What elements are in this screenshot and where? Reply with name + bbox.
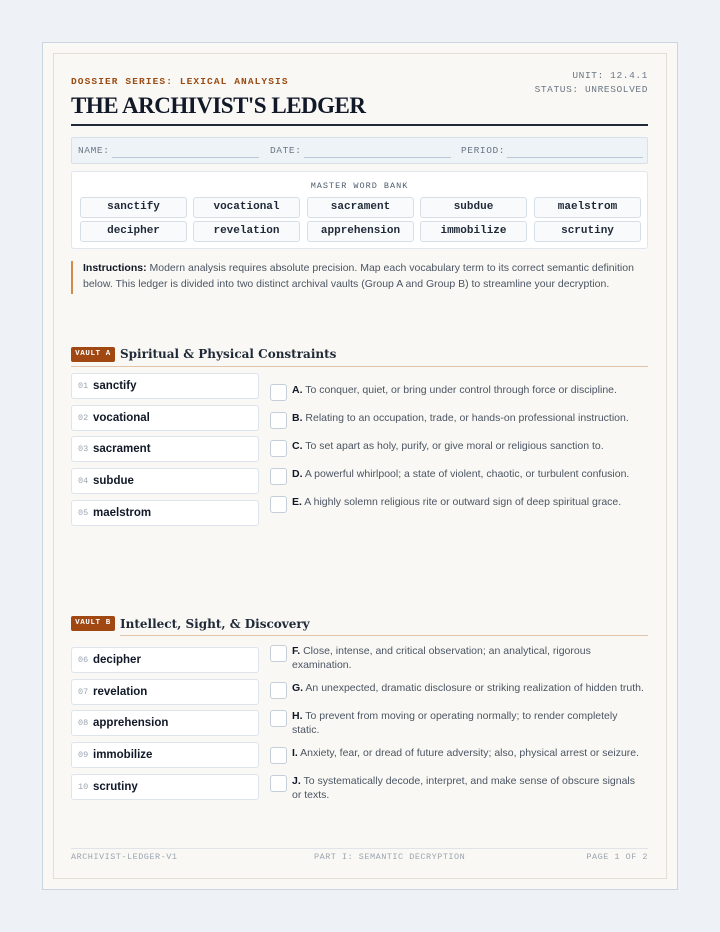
instructions-label: Instructions:	[83, 262, 147, 274]
term-row[interactable]	[71, 405, 259, 431]
date-field[interactable]	[304, 157, 451, 158]
term-row[interactable]	[71, 774, 259, 800]
term-row[interactable]	[71, 500, 259, 526]
definition-item	[292, 747, 644, 761]
word-bank	[71, 171, 648, 249]
word-bank-heading: MASTER WORD BANK	[310, 181, 409, 191]
vault-a-badge: VAULT A	[71, 347, 115, 362]
term-number: 05	[78, 508, 89, 518]
definition-letter: J.	[292, 775, 301, 787]
definition-letter: E.	[292, 496, 302, 508]
term-number: 07	[78, 687, 89, 697]
term-row[interactable]	[71, 647, 259, 673]
definition-text: To systematically decode, interpret, and make sense of obscure signals or texts.	[292, 775, 635, 801]
definition-text: To prevent from moving or operating normally; to render completely static.	[292, 710, 618, 736]
term-number: 10	[78, 782, 89, 792]
term-number: 04	[78, 476, 89, 486]
definition-item	[292, 468, 644, 482]
definition-item	[292, 384, 644, 398]
definition-letter: D.	[292, 468, 303, 480]
vault-b-badge: VAULT B	[71, 616, 115, 631]
term-number: 03	[78, 444, 89, 454]
definition-letter: H.	[292, 710, 303, 722]
definition-text: A highly solemn religious rite or outward sign of deep spiritual grace.	[301, 496, 622, 508]
definition-item	[292, 496, 644, 510]
word-chip: revelation	[193, 221, 300, 242]
series-kicker: DOSSIER SERIES: LEXICAL ANALYSIS	[71, 76, 289, 87]
answer-checkbox[interactable]	[270, 710, 287, 727]
word-chip: immobilize	[420, 221, 527, 242]
word-chip: decipher	[80, 221, 187, 242]
definition-item	[292, 682, 644, 696]
definition-text: An unexpected, dramatic disclosure or striking realization of hidden truth.	[303, 682, 644, 694]
period-field[interactable]	[507, 157, 643, 158]
definition-item	[292, 645, 644, 672]
answer-checkbox[interactable]	[270, 384, 287, 401]
term-number: 09	[78, 750, 89, 760]
definition-text: A powerful whirlpool; a state of violent, chaotic, or turbulent confusion.	[302, 468, 630, 480]
term-number: 02	[78, 413, 89, 423]
term-row[interactable]	[71, 373, 259, 399]
unit-status-block	[535, 69, 648, 97]
definition-item	[292, 775, 644, 802]
term-row[interactable]	[71, 742, 259, 768]
definition-text: Close, intense, and critical observation; an analytical, rigorous examination.	[292, 645, 591, 671]
word-chip: sacrament	[307, 197, 414, 218]
name-field[interactable]	[112, 157, 259, 158]
term-row[interactable]	[71, 710, 259, 736]
term-word: sacrament	[93, 443, 151, 455]
term-number: 06	[78, 655, 89, 665]
term-word: sanctify	[93, 380, 137, 392]
vault-b-divider	[120, 635, 648, 636]
definition-text: Relating to an occupation, trade, or hands-on professional instruction.	[302, 412, 629, 424]
vault-a-divider	[71, 366, 648, 367]
definition-letter: B.	[292, 412, 303, 424]
word-chip: scrutiny	[534, 221, 641, 242]
answer-checkbox[interactable]	[270, 775, 287, 792]
definition-letter: A.	[292, 384, 303, 396]
term-row[interactable]	[71, 468, 259, 494]
answer-checkbox[interactable]	[270, 645, 287, 662]
period-label: PERIOD:	[461, 145, 506, 156]
answer-checkbox[interactable]	[270, 496, 287, 513]
word-chip: vocational	[193, 197, 300, 218]
answer-checkbox[interactable]	[270, 682, 287, 699]
definition-letter: I.	[292, 747, 298, 759]
term-word: apprehension	[93, 717, 169, 729]
definition-item	[292, 412, 644, 426]
definition-text: To conquer, quiet, or bring under control through force or discipline.	[302, 384, 617, 396]
definition-text: Anxiety, fear, or dread of future adversity; also, physical arrest or seizure.	[297, 747, 640, 759]
footer-doc-id: ARCHIVIST-LEDGER-V1	[71, 852, 178, 862]
answer-checkbox[interactable]	[270, 747, 287, 764]
definition-text: To set apart as holy, purify, or give moral or religious sanction to.	[302, 440, 604, 452]
vault-a-title: Spiritual & Physical Constraints	[120, 347, 337, 361]
instructions-text: Modern analysis requires absolute precision. Map each vocabulary term to its correct semantic definition below. This ledger is divided into two distinct archival vaults (Group A and Group B) to streamline your decryption.	[83, 262, 634, 290]
answer-checkbox[interactable]	[270, 468, 287, 485]
definition-item	[292, 710, 644, 737]
page-title: THE ARCHIVIST'S LEDGER	[71, 93, 366, 118]
footer-divider	[71, 848, 648, 849]
footer-section: PART I: SEMANTIC DECRYPTION	[314, 852, 466, 862]
title-divider	[71, 124, 648, 126]
term-row[interactable]	[71, 679, 259, 705]
term-row[interactable]	[71, 436, 259, 462]
term-word: subdue	[93, 475, 134, 487]
definition-letter: C.	[292, 440, 303, 452]
vault-b-title: Intellect, Sight, & Discovery	[120, 617, 310, 631]
word-chip: sanctify	[80, 197, 187, 218]
definition-letter: G.	[292, 682, 304, 694]
definition-item	[292, 440, 644, 454]
term-word: vocational	[93, 412, 150, 424]
answer-checkbox[interactable]	[270, 440, 287, 457]
term-word: scrutiny	[93, 781, 138, 793]
word-chip: maelstrom	[534, 197, 641, 218]
unit-label: UNIT: 12.4.1	[572, 70, 648, 81]
term-number: 01	[78, 381, 89, 391]
status-label: STATUS: UNRESOLVED	[534, 84, 648, 95]
term-word: decipher	[93, 654, 141, 666]
word-chip: subdue	[420, 197, 527, 218]
term-word: maelstrom	[93, 507, 152, 519]
term-word: revelation	[93, 686, 148, 698]
definition-letter: F.	[292, 645, 301, 657]
footer-page-number: PAGE 1 OF 2	[586, 852, 648, 862]
student-id-bar	[71, 137, 648, 164]
name-label: NAME:	[78, 145, 110, 156]
word-chip: apprehension	[307, 221, 414, 242]
term-number: 08	[78, 718, 89, 728]
instructions-block	[71, 261, 648, 294]
answer-checkbox[interactable]	[270, 412, 287, 429]
date-label: DATE:	[270, 145, 302, 156]
term-word: immobilize	[93, 749, 153, 761]
